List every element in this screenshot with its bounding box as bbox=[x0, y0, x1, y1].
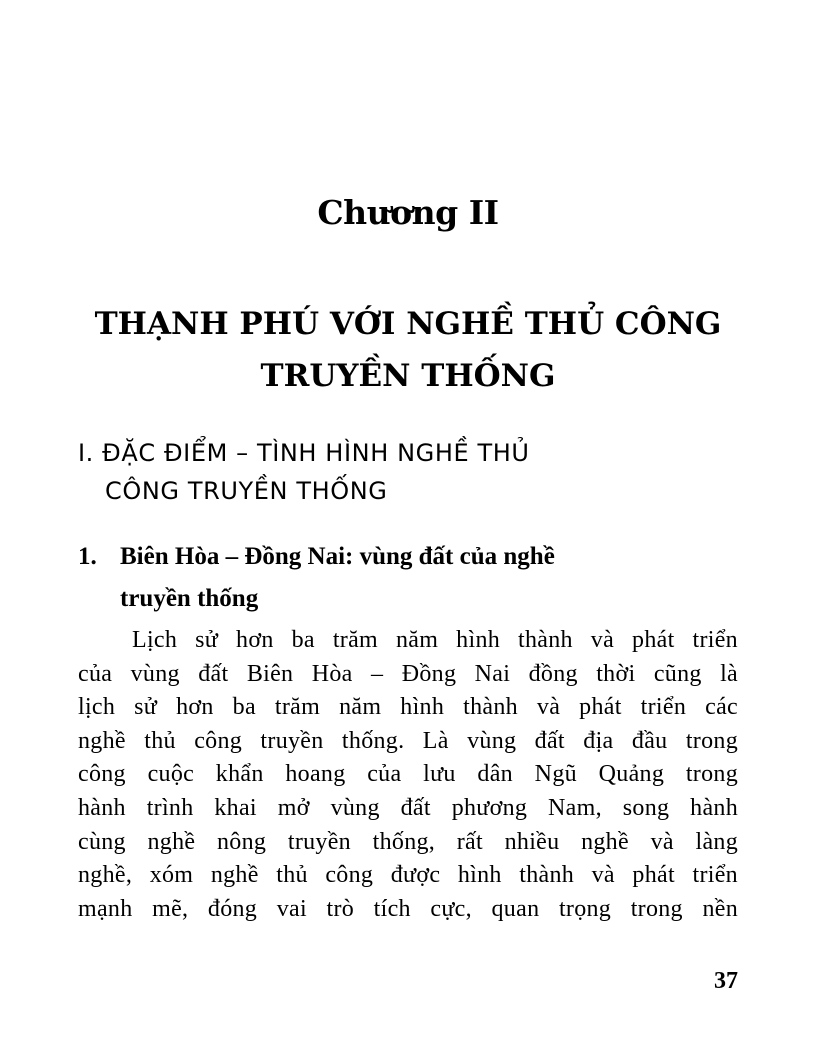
paragraph-line: hành trình khai mở vùng đất phương Nam, song hành bbox=[78, 794, 738, 821]
chapter-heading: Chương II bbox=[317, 193, 499, 232]
section-heading bbox=[78, 434, 758, 510]
paragraph-line: cùng nghề nông truyền thống, rất nhiều nghề và làng bbox=[78, 828, 738, 855]
paragraph-line: của vùng đất Biên Hòa – Đồng Nai đồng thời cũng là bbox=[78, 660, 738, 687]
chapter-title-line: TRUYỀN THỐNG bbox=[260, 358, 556, 394]
body-paragraph bbox=[78, 624, 738, 926]
chapter-title-line: THẠNH PHÚ VỚI NGHỀ THỦ CÔNG bbox=[94, 306, 722, 342]
chapter-title bbox=[60, 298, 756, 402]
paragraph-line: nghề, xóm nghề thủ công được hình thành và phát triển bbox=[78, 862, 738, 889]
section-heading-line1: I. ĐẶC ĐIỂM – TÌNH HÌNH NGHỀ THỦ bbox=[78, 439, 530, 467]
paragraph-line: lịch sử hơn ba trăm năm hình thành và phát triển các bbox=[78, 694, 738, 721]
paragraph-line: công cuộc khẩn hoang của lưu dân Ngũ Quảng trong bbox=[78, 761, 738, 788]
subsection-heading bbox=[78, 536, 758, 620]
paragraph-line: Lịch sử hơn ba trăm năm hình thành và phát triển bbox=[132, 627, 738, 653]
section-heading-line2: CÔNG TRUYỀN THỐNG bbox=[105, 477, 388, 505]
subsection-heading-line1: Biên Hòa – Đồng Nai: vùng đất của nghề bbox=[120, 543, 555, 570]
paragraph-line: nghề thủ công truyền thống. Là vùng đất địa đầu trong bbox=[78, 727, 738, 754]
subsection-heading-line2: truyền thống bbox=[120, 585, 259, 612]
paragraph-line: mạnh mẽ, đóng vai trò tích cực, quan trọng trong nền bbox=[78, 895, 738, 922]
page-number: 37 bbox=[714, 968, 738, 994]
subsection-number: 1. bbox=[78, 543, 97, 570]
